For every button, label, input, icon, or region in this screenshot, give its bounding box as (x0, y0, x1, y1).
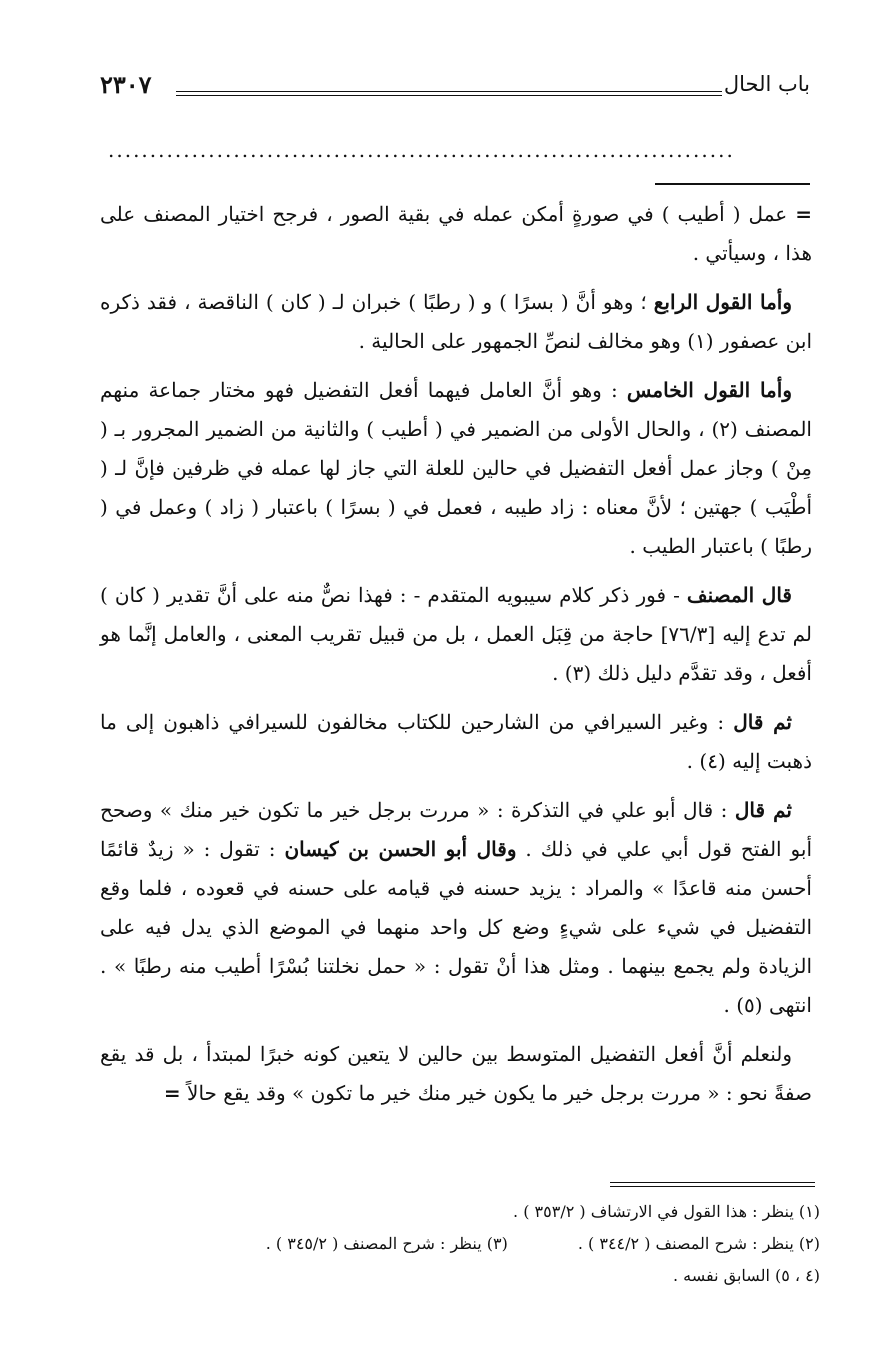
paragraph (100, 195, 812, 273)
paragraph-text: : وغير السيرافي من الشارحين للكتاب مخالفون للسيرافي ذاهبون إلى ما ذهبت إليه (٤) . (100, 710, 812, 773)
footnote-text: (٣) ينظر : شرح المصنف ( ٣٤٥/٢ ) . (265, 1234, 508, 1253)
footnote (110, 1260, 820, 1292)
footnote-rule (610, 1182, 815, 1187)
paragraph-lead: وأما القول الرابع (653, 290, 792, 314)
footnote-text: (١) ينظر : هذا القول في الارتشاف ( ٣٥٣/٢ ) . (513, 1202, 820, 1221)
running-title: باب الحال (723, 72, 810, 96)
paragraph (100, 283, 812, 361)
paragraph-lead-inline: وقال أبو الحسن بن كيسان (284, 837, 517, 861)
page-header (100, 70, 810, 110)
page-number: ٢٣٠٧ (100, 70, 152, 99)
header-rule (176, 91, 722, 96)
paragraph-lead: قال المصنف (686, 583, 792, 607)
paragraph (100, 1035, 812, 1113)
paragraph-text: - فور ذكر كلام سيبويه المتقدم - : فهذا نصٌّ منه على أنَّ تقدير ( كان ) لم تدع إليه [٧٦/٣] حاجة من قِبَل العمل ، بل من قبيل تقريب المعنى ، والعامل إنَّما هو أفعل ، وقد تقدَّم دليل ذلك (٣) . (100, 583, 813, 685)
paragraph (100, 371, 812, 566)
footnote-text: (٤ ، ٥) السابق نفسه . (672, 1266, 820, 1285)
paragraph-text: : قال أبو علي في التذكرة : « مررت برجل خير ما تكون خير منك » وصحح أبو الفتح قول أبي علي في ذلك . (100, 798, 812, 861)
paragraph-lead: ثم قال (733, 710, 792, 734)
footnote (110, 1228, 820, 1260)
paragraph-text: ولنعلم أنَّ أفعل التفضيل المتوسط بين حالين لا يتعين كونه خبرًا لمبتدأ ، بل قد يقع صفةً نحو : « مررت برجل خير ما يكون خير منك خير ما تكون » وقد يقع حالاً (100, 1042, 812, 1105)
paragraph (100, 703, 812, 781)
main-text (100, 195, 812, 1123)
footnote-text: (٢) ينظر : شرح المصنف ( ٣٤٤/٢ ) . (577, 1234, 820, 1253)
paragraph-text: ؛ وهو أنَّ ( بسرًا ) و ( رطبًا ) خبران لـ ( كان ) الناقصة ، فقد ذكره ابن عصفور (١) وهو مخالف لنصِّ الجمهور على الحالية . (100, 290, 812, 353)
paragraph-text: : تقول : « زيدٌ قائمًا أحسن منه قاعدًا » والمراد : يزيد حسنه في قيامه على حسنه في قعوده ، فلما وقع التفضيل في شيء على شيءٍ وضع كل واحد منهما في الموضع الذي يدل فيه على الزيادة ولم يجمع بينهما . ومثل هذا أنْ تقول : « حمل نخلتنا بُسْرًا أطيب منه رطبًا » . انتهى (٥) . (100, 837, 812, 1017)
separator-rule (655, 183, 810, 185)
continuation-mark: = (163, 1081, 181, 1105)
footnotes (110, 1196, 820, 1292)
paragraph-lead: ثم قال (734, 798, 792, 822)
paragraph (100, 791, 812, 1025)
paragraph-text: عمل ( أطيب ) في صورةٍ أمكن عمله في بقية الصور ، فرجح اختيار المصنف على هذا ، وسيأتي . (100, 202, 812, 265)
paragraph-text: : وهو أنَّ العامل فيهما أفعل التفضيل فهو مختار جماعة منهم المصنف (٢) ، والحال الأولى من الضمير في ( أطيب ) والثانية من الضمير المجرور بـ ( مِنْ ) وجاز عمل أفعل التفضيل في حالين للعلة التي جاز لها عمله في ظرفين فإنَّ لـ ( أطْيَب ) جهتين ؛ لأنَّ معناه : زاد طيبه ، فعمل في ( بسرًا ) باعتبار ( زاد ) وعمل في ( رطبًا ) باعتبار الطيب . (100, 378, 812, 558)
paragraph (100, 576, 812, 693)
continuation-mark: = (795, 202, 813, 226)
separator-dots: ........................................................................... (108, 140, 735, 160)
paragraph-lead: وأما القول الخامس (626, 378, 792, 402)
footnote (110, 1196, 820, 1228)
